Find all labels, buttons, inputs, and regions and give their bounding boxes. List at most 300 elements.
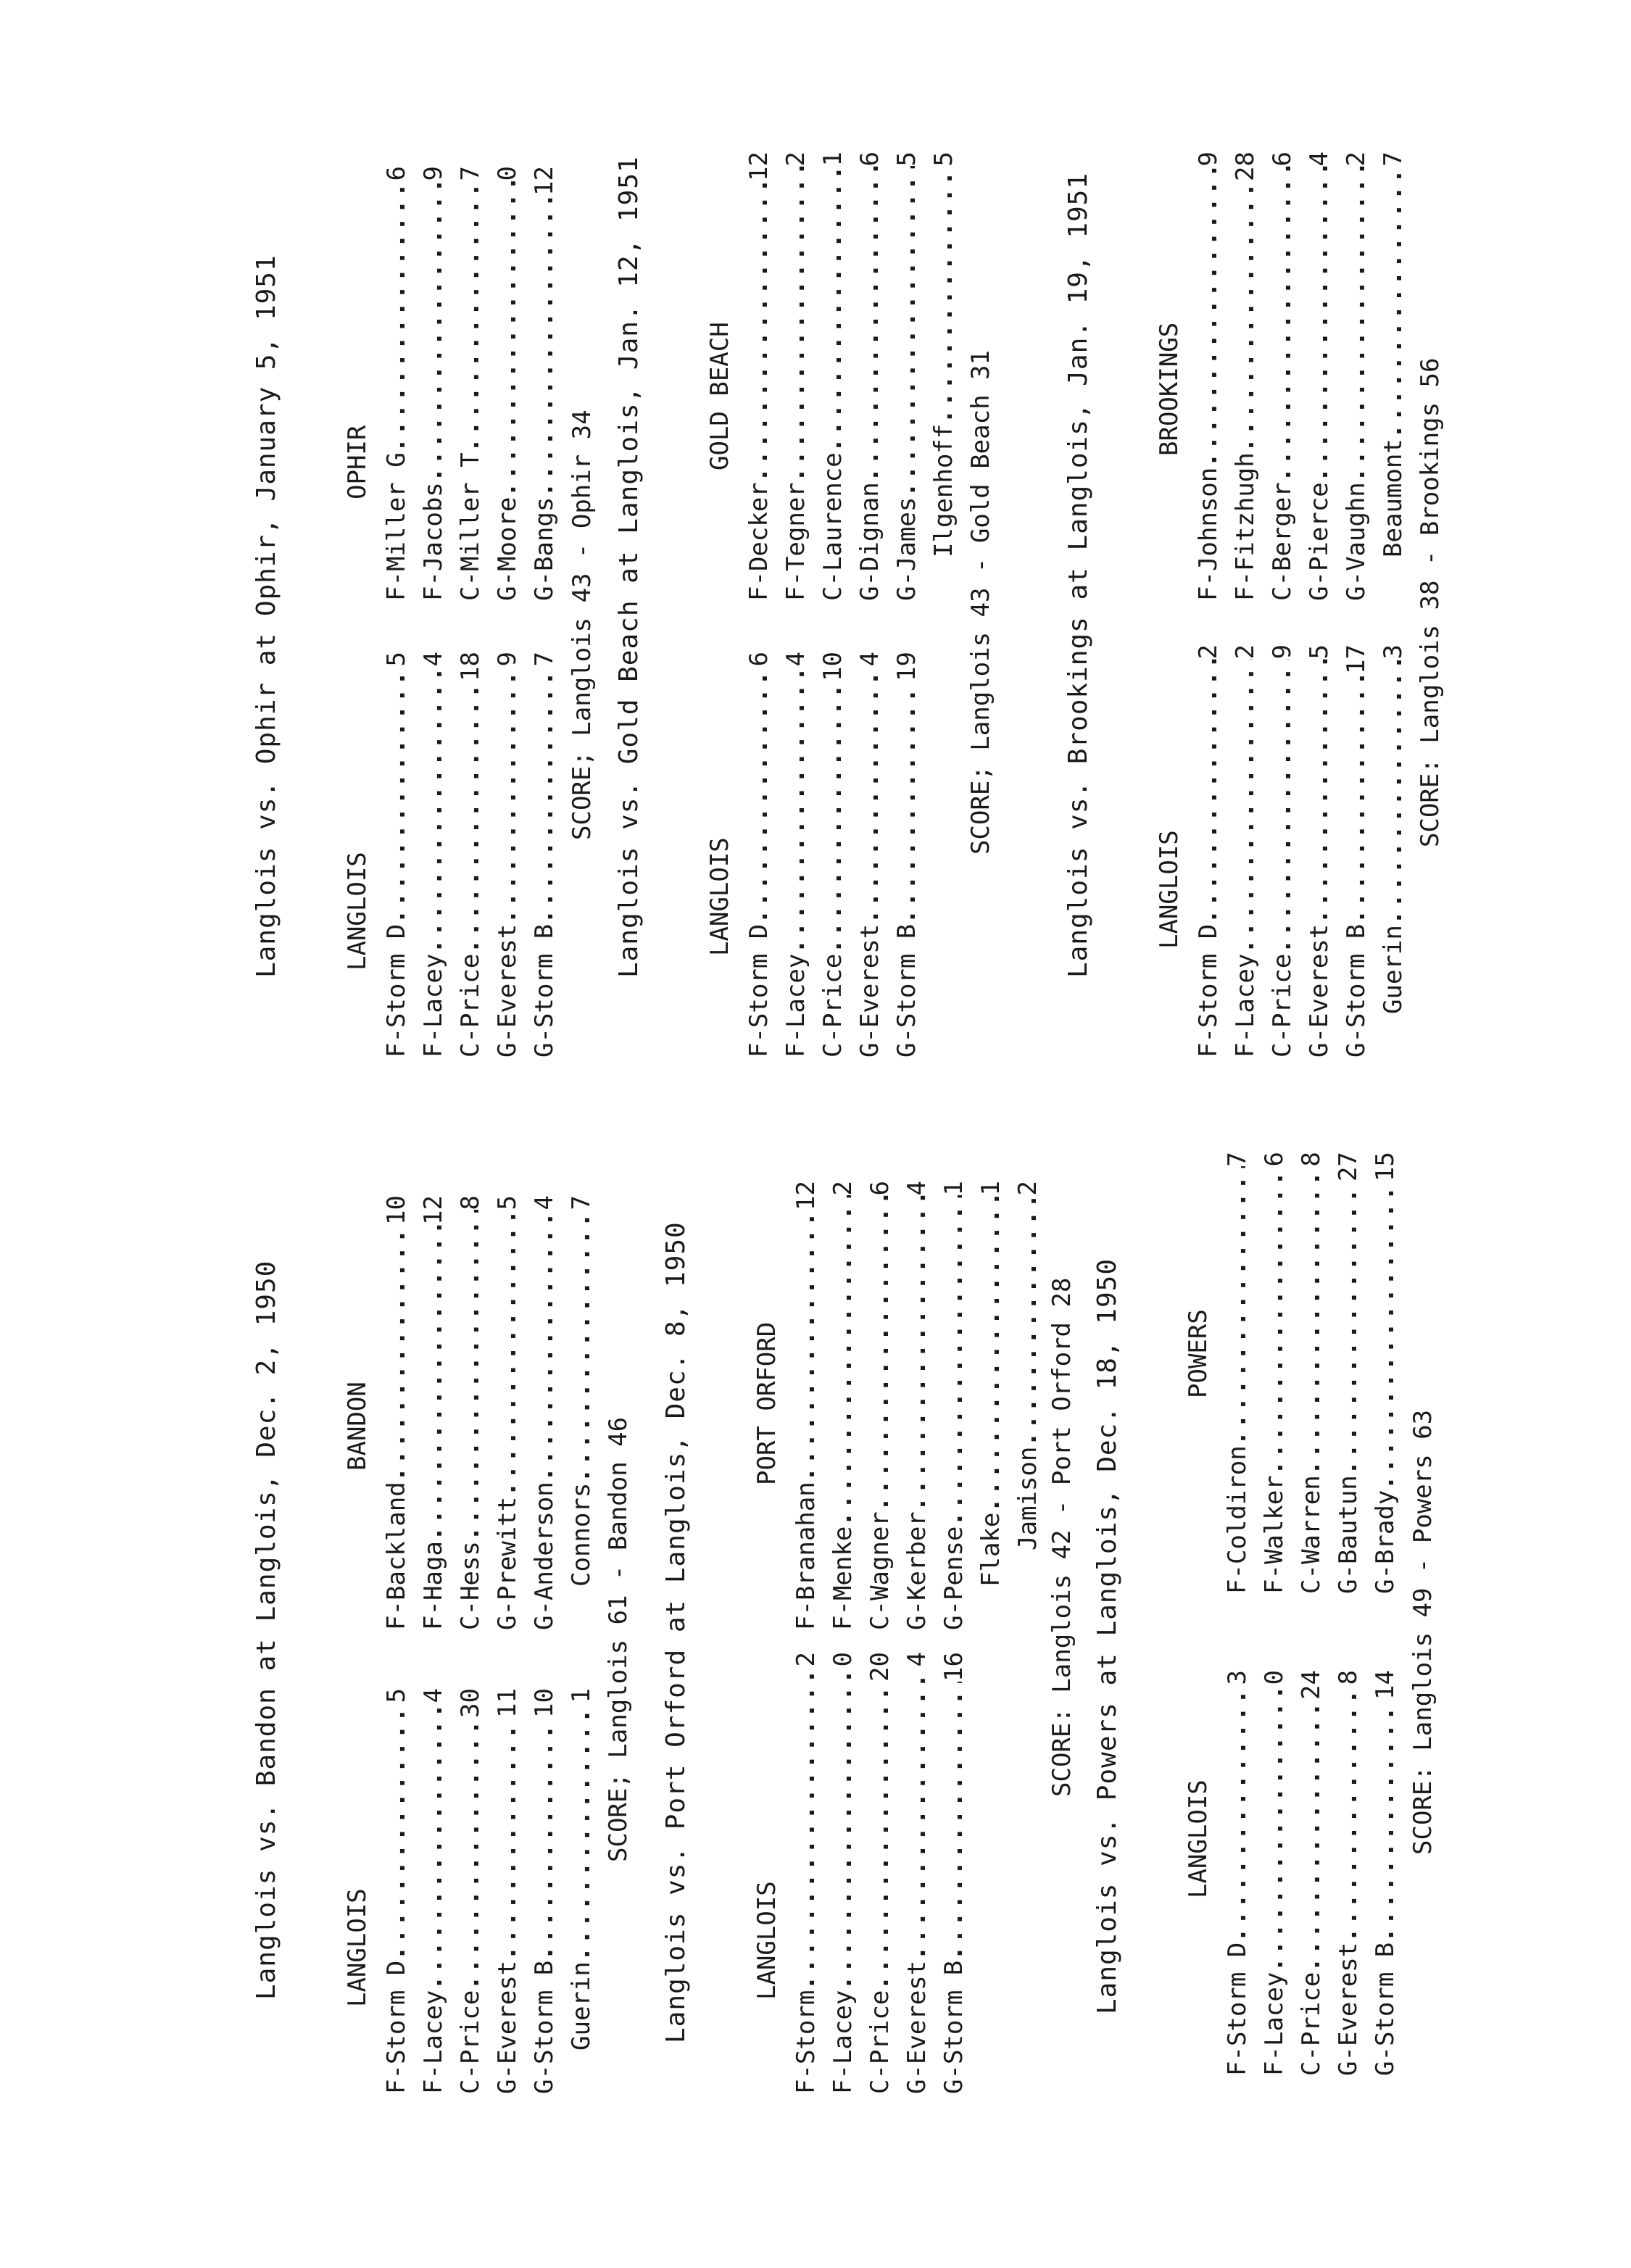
player-row: [899, 1652, 936, 2094]
player-points: 10: [382, 1195, 411, 1225]
player-name: F-Menke: [829, 1526, 858, 1630]
player-row: [452, 1688, 489, 2094]
player-name: C-Wagner: [866, 1511, 895, 1630]
player-points: 12: [419, 1195, 448, 1225]
player-points: 1: [939, 1181, 968, 1196]
away-roster: [378, 166, 563, 601]
player-name: F-Storm D: [1223, 1942, 1252, 2076]
player-points: 6: [1268, 151, 1297, 167]
player-points: 1: [567, 1688, 596, 1703]
leader-dots: [825, 1195, 862, 1526]
player-points: 7: [567, 1195, 596, 1210]
player-points: 7: [456, 166, 485, 181]
player-points: 7: [530, 652, 559, 667]
leader-dots: [415, 180, 452, 482]
leader-dots: [526, 1210, 563, 1482]
leader-dots: [415, 666, 452, 953]
leader-dots: [1375, 659, 1412, 925]
home-roster: [378, 1688, 600, 2094]
away-team-name: GOLD BEACH: [705, 322, 734, 470]
player-name: C-Price: [1268, 953, 1297, 1058]
leader-dots: [1293, 1166, 1330, 1475]
player-row: [1256, 1152, 1293, 1594]
leader-dots: [452, 180, 489, 452]
leader-dots: [1010, 1195, 1047, 1446]
player-points: 4: [419, 1688, 448, 1703]
player-row: [563, 1195, 600, 1630]
home-roster: [788, 1652, 973, 2094]
player-row: [563, 1688, 600, 2094]
player-row: [1375, 151, 1412, 601]
player-row: [973, 1181, 1010, 1630]
leader-dots: [889, 166, 926, 497]
leader-dots: [1264, 659, 1301, 953]
leader-dots: [973, 1195, 1010, 1512]
final-score: SCORE; Langlois 61 - Bandon 46: [604, 1416, 633, 1862]
player-points: 9: [1268, 644, 1297, 660]
player-row: [1293, 1670, 1330, 2076]
player-row: [862, 1652, 899, 2094]
game-title: Langlois vs. Powers at Langlois, Dec. 18, 1950: [1092, 1258, 1122, 2014]
final-score: SCORE: Langlois 38 - Brookings 56: [1416, 357, 1445, 847]
player-name: F-Storm D: [1194, 923, 1223, 1058]
player-name: F-Lacey: [1231, 953, 1260, 1058]
player-points: 9: [493, 652, 522, 667]
player-row: [378, 1195, 415, 1630]
player-row: [889, 151, 926, 601]
player-points: 2: [829, 1181, 858, 1196]
leader-dots: [788, 1210, 825, 1482]
game-title: Langlois vs. Gold Beach at Langlois, Jan. 12, 1951: [614, 156, 644, 978]
player-points: 4: [1305, 151, 1334, 167]
player-name: G-Storm B: [1342, 923, 1371, 1058]
player-name: Ilgenhoff: [929, 423, 958, 557]
player-points: 0: [829, 1652, 858, 1667]
player-points: 0: [493, 166, 522, 181]
player-points: 6: [1260, 1152, 1289, 1167]
player-points: 28: [1231, 151, 1260, 181]
player-name: F-Jacobs: [419, 482, 448, 601]
player-points: 9: [1194, 151, 1223, 167]
player-points: 0: [1260, 1670, 1289, 1685]
player-row: [415, 1195, 452, 1630]
leader-dots: [862, 1195, 899, 1511]
player-points: 24: [1297, 1670, 1326, 1700]
player-row: [825, 1652, 862, 2094]
player-row: [1219, 1670, 1256, 2076]
player-points: 2: [781, 151, 810, 167]
leader-dots: [1264, 166, 1301, 482]
player-points: 5: [892, 151, 921, 167]
player-points: 7: [1223, 1152, 1252, 1167]
game-title: Langlois vs. Brookings at Langlois, Jan. 19, 1951: [1063, 172, 1093, 978]
player-points: 14: [1371, 1670, 1400, 1700]
player-points: 30: [456, 1688, 485, 1718]
player-row: [1293, 1152, 1330, 1594]
player-name: F-Storm D: [382, 1960, 411, 2094]
player-row: [1367, 1152, 1404, 1594]
leader-dots: [489, 180, 526, 497]
leader-dots: [936, 1682, 973, 1961]
leader-dots: [452, 681, 489, 954]
player-row: [1367, 1670, 1404, 2076]
player-points: 5: [929, 151, 958, 167]
player-row: [1264, 644, 1301, 1058]
away-roster: [741, 151, 963, 601]
player-points: 19: [892, 652, 921, 681]
leader-dots: [778, 166, 815, 482]
player-row: [526, 1195, 563, 1630]
player-points: 1: [976, 1181, 1005, 1196]
player-points: 5: [1305, 644, 1334, 660]
leader-dots: [741, 666, 778, 923]
player-row: [378, 652, 415, 1058]
leader-dots: [452, 1718, 489, 1990]
player-points: 20: [866, 1652, 895, 1682]
player-points: 16: [939, 1652, 968, 1682]
leader-dots: [1227, 181, 1264, 452]
player-points: 10: [530, 1688, 559, 1718]
player-name: C-Price: [866, 1990, 895, 2094]
player-name: F-Lacey: [1260, 1972, 1289, 2076]
player-points: 12: [530, 166, 559, 196]
player-name: F-Storm: [792, 1990, 821, 2094]
player-points: 7: [1379, 151, 1408, 167]
player-name: G-Prewitt: [493, 1496, 522, 1630]
player-name: F-Lacey: [781, 953, 810, 1058]
player-name: G-Everest: [1305, 923, 1334, 1058]
player-name: G-Storm B: [530, 923, 559, 1058]
player-row: [741, 652, 778, 1058]
player-name: C-Warren: [1297, 1475, 1326, 1594]
player-name: G-Dignan: [855, 482, 884, 601]
leader-dots: [489, 1718, 526, 1961]
leader-dots: [526, 1718, 563, 1961]
leader-dots: [852, 666, 889, 923]
leader-dots: [862, 1682, 899, 1990]
player-row: [526, 1688, 563, 2094]
home-team-name: LANGLOIS: [705, 837, 734, 956]
player-points: 4: [781, 652, 810, 667]
player-name: F-Storm D: [744, 923, 773, 1058]
player-name: C-Price: [1297, 1972, 1326, 2076]
player-row: [1330, 1152, 1367, 1594]
player-row: [815, 652, 852, 1058]
player-points: 2: [1342, 151, 1371, 167]
leader-dots: [1301, 166, 1338, 482]
leader-dots: [1367, 1700, 1404, 1943]
player-points: 17: [1342, 644, 1371, 674]
player-row: [1338, 151, 1375, 601]
away-roster: [378, 1195, 600, 1630]
player-points: 2: [792, 1652, 821, 1667]
player-row: [452, 1195, 489, 1630]
home-roster: [1219, 1670, 1404, 2076]
player-row: [1190, 644, 1227, 1058]
player-name: G-Everest: [855, 923, 884, 1058]
home-team-name: LANGLOIS: [343, 1888, 372, 2007]
away-roster: [788, 1181, 1047, 1630]
final-score: SCORE: Langlois 49 - Powers 63: [1408, 1409, 1437, 1855]
leader-dots: [1227, 659, 1264, 953]
player-name: G-James: [892, 497, 921, 601]
final-score: SCORE; Langlois 43 - Ophir 34: [568, 410, 597, 840]
player-name: C-Price: [456, 953, 485, 1058]
away-team-name: OPHIR: [343, 425, 372, 499]
leader-dots: [1338, 166, 1375, 482]
player-row: [1190, 151, 1227, 601]
player-name: G-Storm B: [530, 1960, 559, 2094]
leader-dots: [1219, 1166, 1256, 1445]
player-row: [1338, 644, 1375, 1058]
leader-dots: [1190, 166, 1227, 467]
leader-dots: [1338, 674, 1375, 924]
player-points: 27: [1334, 1152, 1363, 1181]
game-title: Langlois vs. Bandon at Langlois, Dec. 2, 1950: [252, 1260, 281, 2000]
player-row: [415, 652, 452, 1058]
player-points: 5: [382, 652, 411, 667]
player-name: G-Everest: [493, 1960, 522, 2094]
player-name: Guerin: [1379, 925, 1408, 1014]
player-name: C-Laurence: [818, 452, 847, 601]
player-name: Guerin: [567, 1961, 596, 2051]
player-name: C-Price: [456, 1990, 485, 2094]
player-name: C-Price: [818, 953, 847, 1058]
player-name: F-Miller G: [382, 452, 411, 601]
player-name: G-Everest: [902, 1960, 931, 2094]
player-row: [852, 652, 889, 1058]
player-name: G-Moore: [493, 497, 522, 601]
player-points: 10: [818, 652, 847, 681]
player-row: [778, 151, 815, 601]
leader-dots: [1256, 1166, 1293, 1475]
home-team-name: LANGLOIS: [343, 852, 372, 971]
player-points: 5: [493, 1195, 522, 1210]
player-row: [778, 652, 815, 1058]
leader-dots: [815, 681, 852, 954]
player-row: [1301, 151, 1338, 601]
player-row: [489, 652, 526, 1058]
home-team-name: LANGLOIS: [752, 1881, 781, 2000]
leader-dots: [741, 181, 778, 482]
home-team-name: LANGLOIS: [1184, 1779, 1213, 1898]
player-points: 2: [1194, 644, 1223, 660]
player-row: [1227, 644, 1264, 1058]
away-roster: [1219, 1152, 1404, 1594]
leader-dots: [563, 1703, 600, 1961]
player-name: F-Branahan: [792, 1482, 821, 1630]
player-row: [452, 166, 489, 601]
game-title: Langlois vs. Ophir at Ophir, January 5, 1951: [252, 254, 281, 978]
player-row: [526, 652, 563, 1058]
player-name: G-Vaughn: [1342, 482, 1371, 601]
player-name: G-Pense: [939, 1526, 968, 1630]
player-row: [1010, 1181, 1047, 1630]
leader-dots: [1219, 1685, 1256, 1942]
player-name: F-Storm D: [382, 923, 411, 1058]
player-points: 6: [855, 151, 884, 167]
player-row: [1375, 644, 1412, 1058]
player-points: 5: [382, 1688, 411, 1703]
leader-dots: [378, 180, 415, 452]
leader-dots: [1301, 659, 1338, 923]
player-name: F-Lacey: [419, 1990, 448, 2094]
player-row: [378, 1688, 415, 2094]
player-name: F-Lacey: [829, 1990, 858, 2094]
player-name: F-Decker: [744, 482, 773, 601]
leader-dots: [899, 1195, 936, 1511]
player-name: G-Everest: [1334, 1942, 1363, 2076]
player-row: [1227, 151, 1264, 601]
game-title: Langlois vs. Port Orford at Langlois, Dec. 8, 1950: [661, 1221, 691, 2043]
player-points: 1: [818, 151, 847, 167]
home-roster: [1190, 644, 1412, 1058]
leader-dots: [526, 196, 563, 497]
player-row: [489, 1195, 526, 1630]
player-points: 4: [530, 1195, 559, 1210]
player-row: [489, 166, 526, 601]
player-name: G-Bangs: [530, 497, 559, 601]
player-row: [788, 1652, 825, 2094]
player-points: 9: [419, 166, 448, 181]
player-name: G-Storm B: [939, 1960, 968, 2094]
player-row: [862, 1181, 899, 1630]
player-points: 2: [1231, 644, 1260, 660]
leader-dots: [415, 1225, 452, 1541]
player-row: [489, 1688, 526, 2094]
leader-dots: [1293, 1700, 1330, 1972]
player-points: 4: [855, 652, 884, 667]
player-name: F-Tegner: [781, 482, 810, 601]
leader-dots: [452, 1210, 489, 1541]
player-points: 3: [1379, 644, 1408, 660]
player-points: 15: [1371, 1152, 1400, 1181]
player-name: Flake: [976, 1512, 1005, 1587]
home-roster: [741, 652, 926, 1058]
leader-dots: [526, 666, 563, 923]
leader-dots: [1190, 659, 1227, 923]
leader-dots: [899, 1666, 936, 1960]
final-score: SCORE; Langlois 43 - Gold Beach 31: [966, 350, 995, 855]
leader-dots: [489, 1210, 526, 1496]
away-team-name: BANDON: [343, 1382, 372, 1471]
player-row: [899, 1181, 936, 1630]
player-name: Connors: [567, 1482, 596, 1587]
player-name: G-Brady: [1371, 1490, 1400, 1594]
player-name: Jamison: [1013, 1446, 1042, 1550]
leader-dots: [378, 666, 415, 923]
leader-dots: [489, 666, 526, 923]
leader-dots: [926, 166, 963, 423]
leader-dots: [415, 1703, 452, 1990]
player-row: [378, 166, 415, 601]
leader-dots: [889, 681, 926, 924]
player-points: 4: [419, 652, 448, 667]
player-name: G-Anderson: [530, 1482, 559, 1630]
player-points: 6: [866, 1181, 895, 1196]
leader-dots: [852, 166, 889, 482]
player-name: F-Fitzhugh: [1231, 452, 1260, 601]
away-team-name: PORT ORFORD: [752, 1321, 781, 1485]
player-points: 2: [1013, 1181, 1042, 1196]
home-roster: [378, 652, 563, 1058]
player-name: F-Backland: [382, 1482, 411, 1630]
leader-dots: [1330, 1181, 1367, 1475]
player-name: F-Walker: [1260, 1475, 1289, 1594]
away-team-name: POWERS: [1184, 1309, 1213, 1398]
player-name: Beaumont: [1379, 439, 1408, 557]
leader-dots: [825, 1666, 862, 1990]
player-points: 12: [792, 1181, 821, 1210]
player-row: [936, 1652, 973, 2094]
player-name: G-Storm B: [1371, 1942, 1400, 2076]
player-row: [1301, 644, 1338, 1058]
away-roster: [1190, 151, 1412, 601]
leader-dots: [378, 1703, 415, 1960]
player-row: [815, 151, 852, 601]
player-points: 8: [1334, 1670, 1363, 1685]
player-row: [1256, 1670, 1293, 2076]
leader-dots: [563, 1210, 600, 1482]
player-row: [1264, 151, 1301, 601]
player-name: F-Johnson: [1194, 467, 1223, 601]
player-points: 18: [456, 652, 485, 681]
player-row: [741, 151, 778, 601]
player-points: 12: [744, 151, 773, 181]
player-points: 4: [902, 1652, 931, 1667]
player-name: G-Bautun: [1334, 1475, 1363, 1594]
player-row: [926, 151, 963, 601]
leader-dots: [936, 1195, 973, 1526]
player-name: G-Kerber: [902, 1511, 931, 1630]
player-name: F-Haga: [419, 1541, 448, 1630]
player-name: G-Pierce: [1305, 482, 1334, 601]
player-row: [415, 1688, 452, 2094]
leader-dots: [378, 1225, 415, 1482]
player-points: 8: [1297, 1152, 1326, 1167]
player-row: [1330, 1670, 1367, 2076]
player-points: 6: [744, 652, 773, 667]
player-points: 3: [1223, 1670, 1252, 1685]
leader-dots: [1330, 1685, 1367, 1942]
player-name: F-Coldiron: [1223, 1445, 1252, 1594]
player-points: 6: [382, 166, 411, 181]
leader-dots: [788, 1666, 825, 1990]
home-team-name: LANGLOIS: [1155, 830, 1184, 949]
player-name: G-Storm B: [892, 923, 921, 1058]
player-row: [415, 166, 452, 601]
player-row: [936, 1181, 973, 1630]
player-points: 4: [902, 1181, 931, 1196]
player-name: G-Everest: [493, 923, 522, 1058]
player-row: [889, 652, 926, 1058]
player-row: [1219, 1152, 1256, 1594]
player-name: C-Hess: [456, 1541, 485, 1630]
player-row: [526, 166, 563, 601]
player-row: [452, 652, 489, 1058]
final-score: SCORE: Langlois 42 - Port Orford 28: [1047, 1277, 1076, 1797]
player-row: [788, 1181, 825, 1630]
player-name: F-Lacey: [419, 953, 448, 1058]
player-name: C-Miller T: [456, 452, 485, 601]
player-row: [825, 1181, 862, 1630]
leader-dots: [815, 166, 852, 452]
away-team-name: BROOKINGS: [1155, 322, 1184, 456]
leader-dots: [1375, 166, 1412, 439]
player-points: 11: [493, 1688, 522, 1718]
leader-dots: [1367, 1181, 1404, 1490]
player-points: 8: [456, 1195, 485, 1210]
